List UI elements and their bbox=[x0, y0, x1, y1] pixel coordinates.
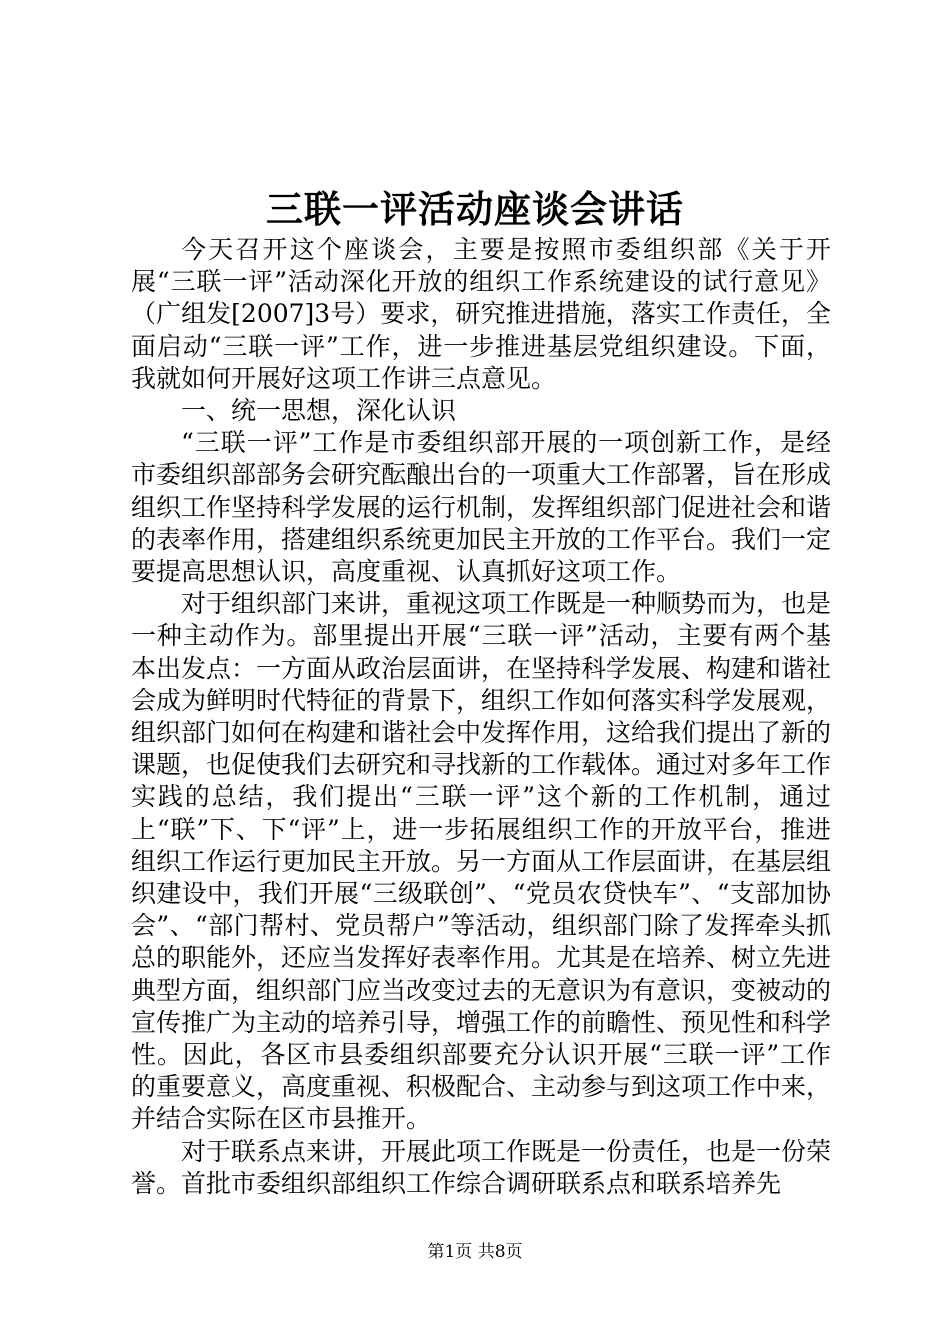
section-heading-1: 一、统一思想，深化认识 bbox=[181, 396, 457, 426]
document-body bbox=[131, 234, 831, 1200]
paragraph-significance: “三联一评”工作是市委组织部开展的一项创新工作，是经市委组织部部务会研究酝酿出台的一项重大工作部署，旨在形成组织工作坚持科学发展的运行机制，发挥组织部门促进社会和谐的表率作用，搭建组织系统更加民主开放的工作平台。我们一定要提高思想认识，高度重视、认真抓好这项工作。 bbox=[131, 428, 832, 587]
document-title: 三联一评活动座谈会讲话 bbox=[266, 187, 684, 231]
paragraph-organization-dept: 对于组织部门来讲，重视这项工作既是一种顺势而为，也是一种主动作为。部里提出开展“三联一评”活动，主要有两个基本出发点：一方面从政治层面讲，在坚持科学发展、构建和谐社会成为鲜明时代特征的背景下，组织工作如何落实科学发展观，组织部门如何在构建和谐社会中发挥作用，这给我们提出了新的课题，也促使我们去研究和寻找新的工作载体。通过对多年工作实践的总结，我们提出“三联一评”这个新的工作机制，通过上“联”下、下“评”上，进一步拓展组织工作的开放平台，推进组织工作运行更加民主开放。另一方面从工作层面讲，在基层组织建设中，我们开展“三级联创”、“党员农贷快车”、“支部加协会”、“部门帮村、党员帮户”等活动，组织部门除了发挥牵头抓总的职能外，还应当发挥好表率作用。尤其是在培养、树立先进典型方面，组织部门应当改变过去的无意识为有意识，变被动的宣传推广为主动的培养引导，增强工作的前瞻性、预见性和科学性。因此，各区市县委组织部要充分认识开展“三联一评”工作的重要意义，高度重视、积极配合、主动参与到这项工作中来，并结合实际在区市县推开。 bbox=[131, 589, 832, 1134]
page-number: 第1页 共8页 bbox=[427, 1242, 523, 1262]
paragraph-contact-points: 对于联系点来讲，开展此项工作既是一份责任，也是一份荣誉。首批市委组织部组织工作综合调研联系点和联系培养先 bbox=[131, 1136, 832, 1198]
paragraph-intro: 今天召开这个座谈会，主要是按照市委组织部《关于开展“三联一评”活动深化开放的组织工作系统建设的试行意见》（广组发[2007]3号）要求，研究推进措施，落实工作责任，全面启动“三联一评”工作，进一步推进基层党组织建设。下面，我就如何开展好这项工作讲三点意见。 bbox=[131, 235, 831, 393]
